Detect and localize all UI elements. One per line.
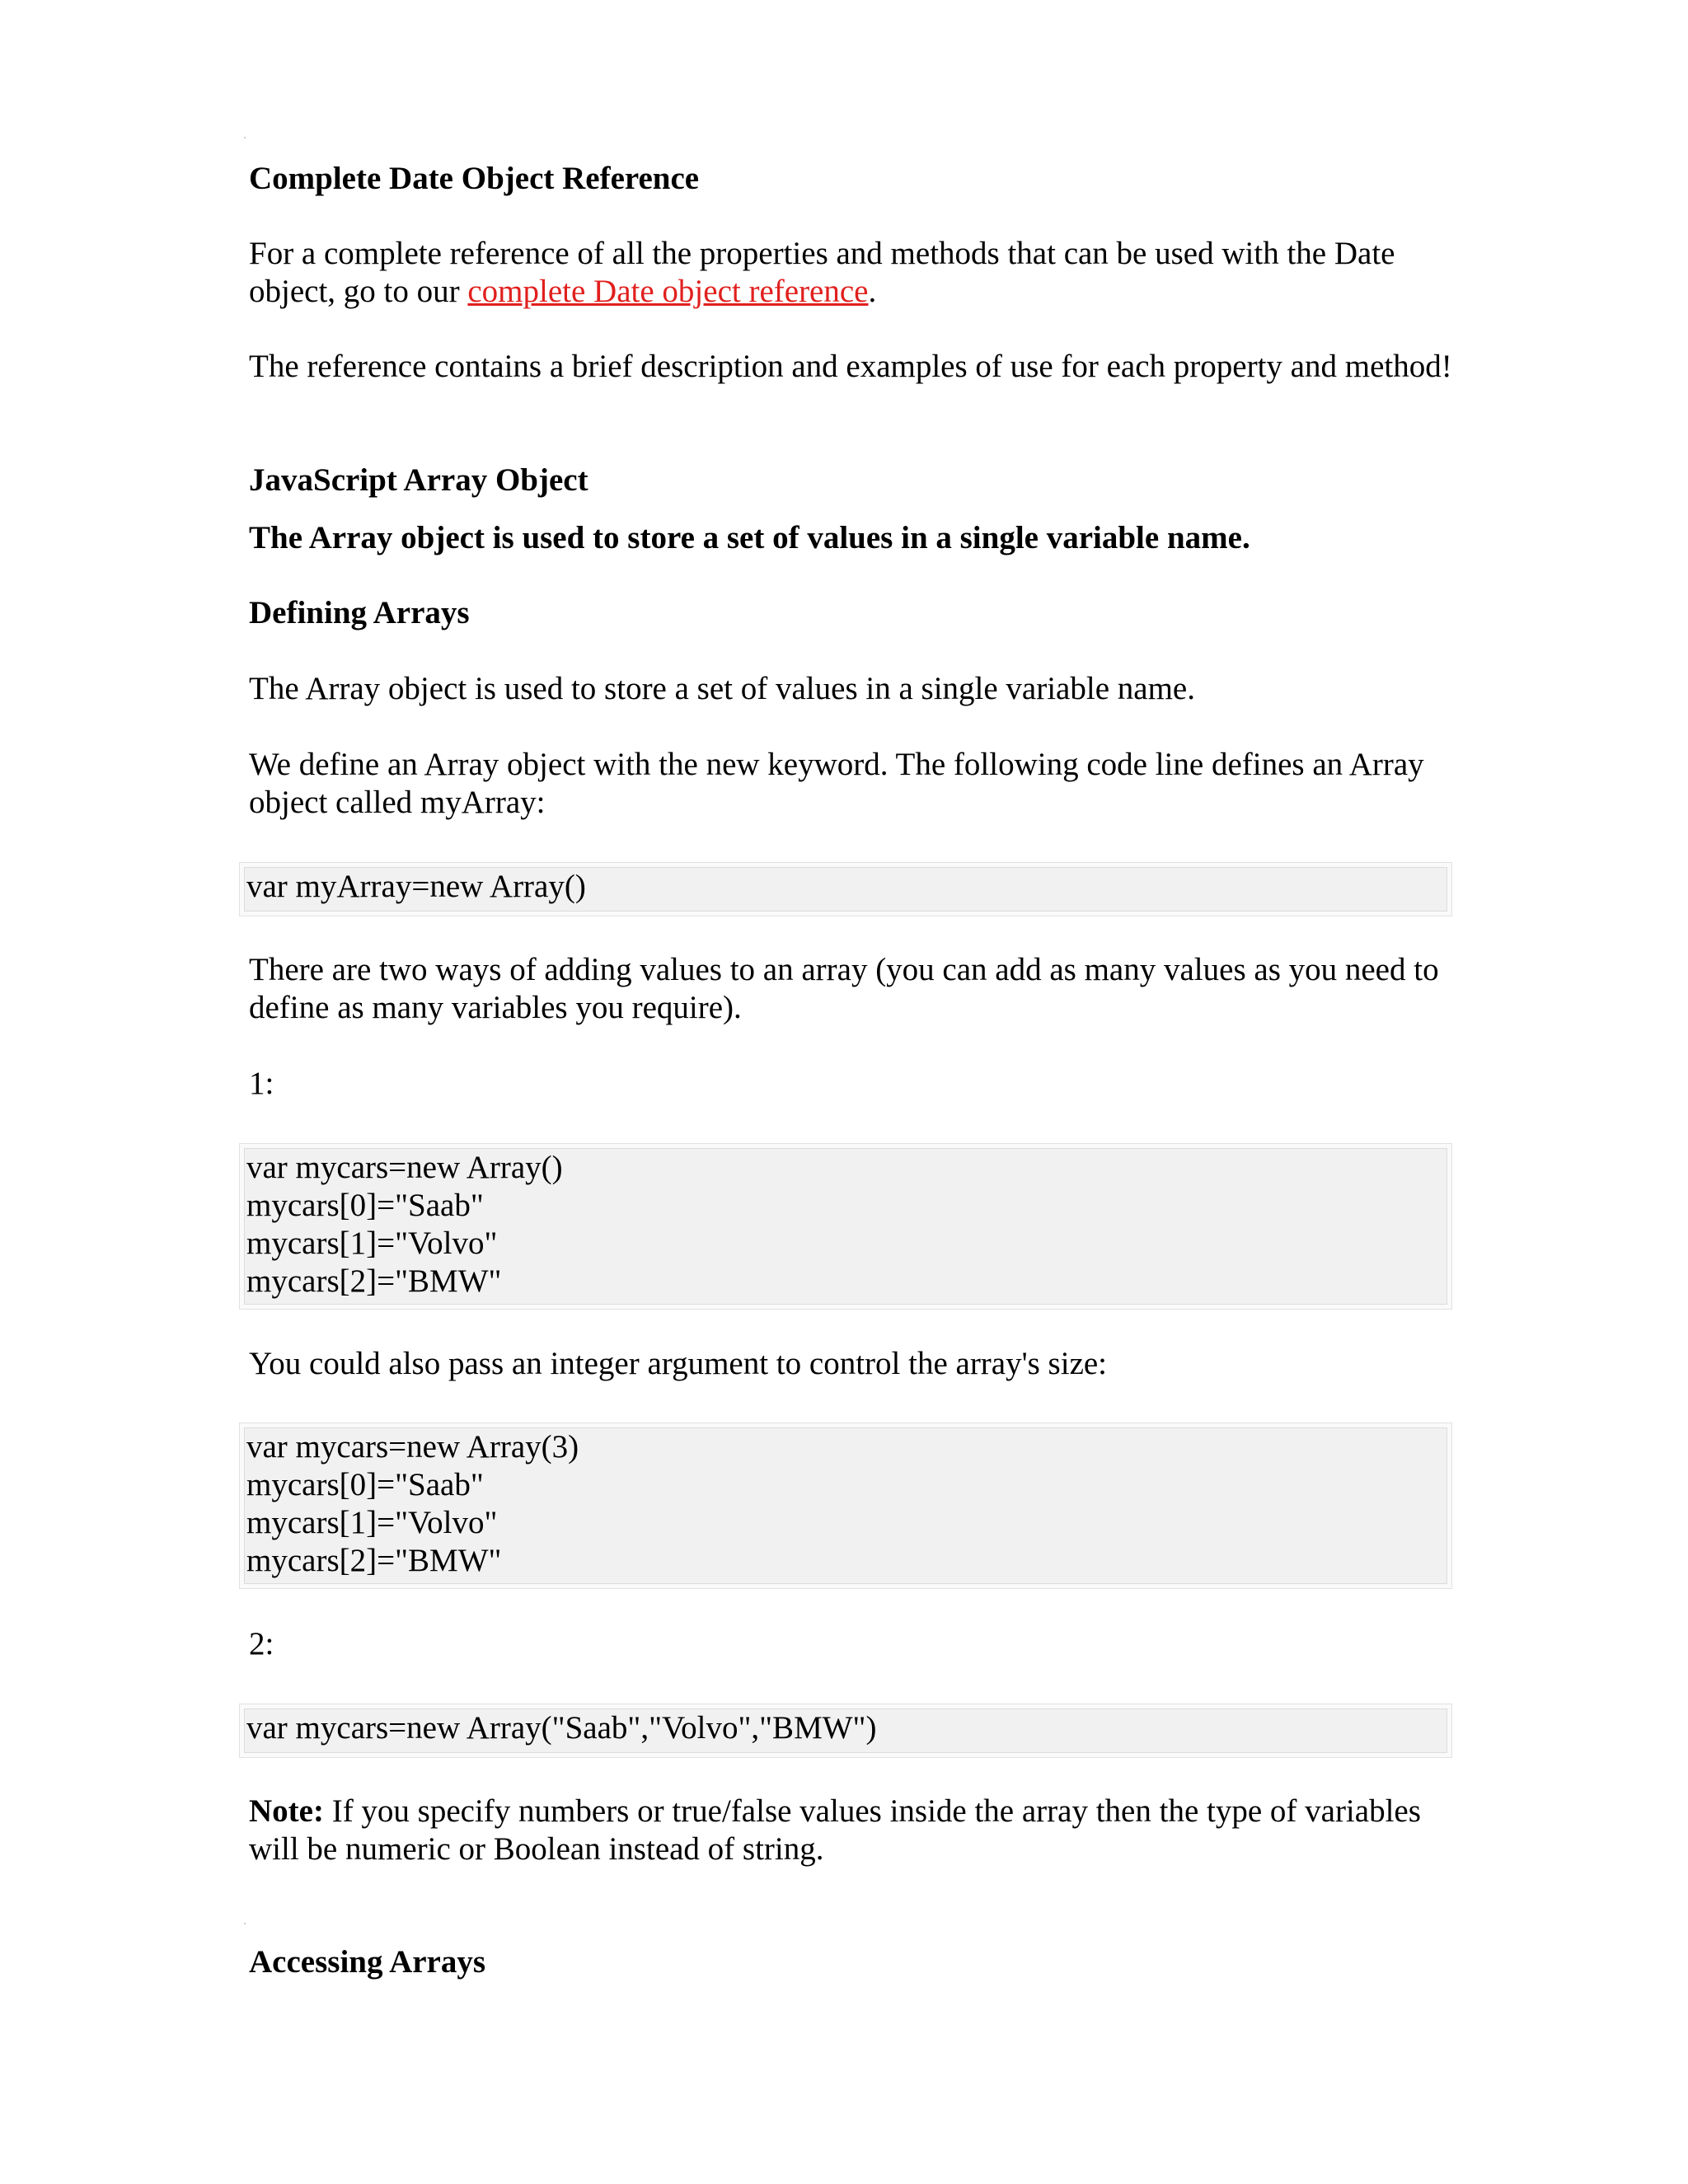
label-method-2: 2:	[249, 1626, 274, 1661]
code-line: mycars[2]="BMW"	[246, 1263, 502, 1299]
code-block-sized	[239, 1422, 1452, 1589]
reference-description: The reference contains a brief description and examples of use for each property and method!	[249, 349, 1452, 384]
code-line: var myArray=new Array()	[246, 869, 586, 904]
note-label: Note:	[249, 1793, 324, 1829]
date-reference-heading: Complete Date Object Reference	[249, 161, 700, 196]
code-line: mycars[1]="Volvo"	[246, 1226, 498, 1261]
array-object-subheading: The Array object is used to store a set of values in a single variable name.	[249, 520, 1250, 555]
array-object-heading: JavaScript Array Object	[249, 462, 588, 498]
stray-mark	[244, 1923, 246, 1924]
two-ways-paragraph: There are two ways of adding values to an array (you can add as many values as you need to define as many variables you require).	[249, 952, 1439, 1025]
code-block-literal-inner	[244, 1708, 1447, 1753]
code-block-method-1-inner	[244, 1148, 1447, 1305]
date-reference-text: For a complete reference of all the properties and methods that can be used with the Date object, go to our	[249, 236, 1395, 309]
code-block-literal	[239, 1704, 1452, 1758]
code-block-sized-inner	[244, 1427, 1447, 1584]
code-line: mycars[0]="Saab"	[246, 1188, 484, 1223]
stray-mark	[244, 137, 246, 138]
code-line: mycars[0]="Saab"	[246, 1467, 484, 1502]
code-line: var mycars=new Array("Saab","Volvo","BMW")	[246, 1710, 877, 1746]
defining-paragraph-1: The Array object is used to store a set of values in a single variable name.	[249, 671, 1195, 706]
code-line: mycars[1]="Volvo"	[246, 1505, 498, 1540]
code-block-define-inner	[244, 867, 1447, 912]
defining-paragraph-2: We define an Array object with the new keyword. The following code line defines an Array object called myArray:	[249, 747, 1424, 820]
note-paragraph	[249, 1793, 1452, 1868]
array-size-paragraph: You could also pass an integer argument to control the array's size:	[249, 1346, 1108, 1381]
code-line: var mycars=new Array()	[246, 1150, 563, 1185]
note-text: If you specify numbers or true/false values inside the array then the type of variables will be numeric or Boolean instead of string.	[249, 1793, 1421, 1867]
code-block-method-1	[239, 1143, 1452, 1310]
label-method-1: 1:	[249, 1066, 274, 1101]
code-line: var mycars=new Array(3)	[246, 1429, 579, 1465]
code-line: mycars[2]="BMW"	[246, 1543, 502, 1578]
defining-arrays-heading: Defining Arrays	[249, 595, 470, 630]
code-block-define	[239, 862, 1452, 916]
date-reference-period: .	[868, 274, 877, 309]
date-reference-link[interactable]: complete Date object reference	[467, 274, 869, 309]
date-reference-paragraph	[249, 235, 1452, 311]
accessing-arrays-heading: Accessing Arrays	[249, 1944, 486, 1980]
